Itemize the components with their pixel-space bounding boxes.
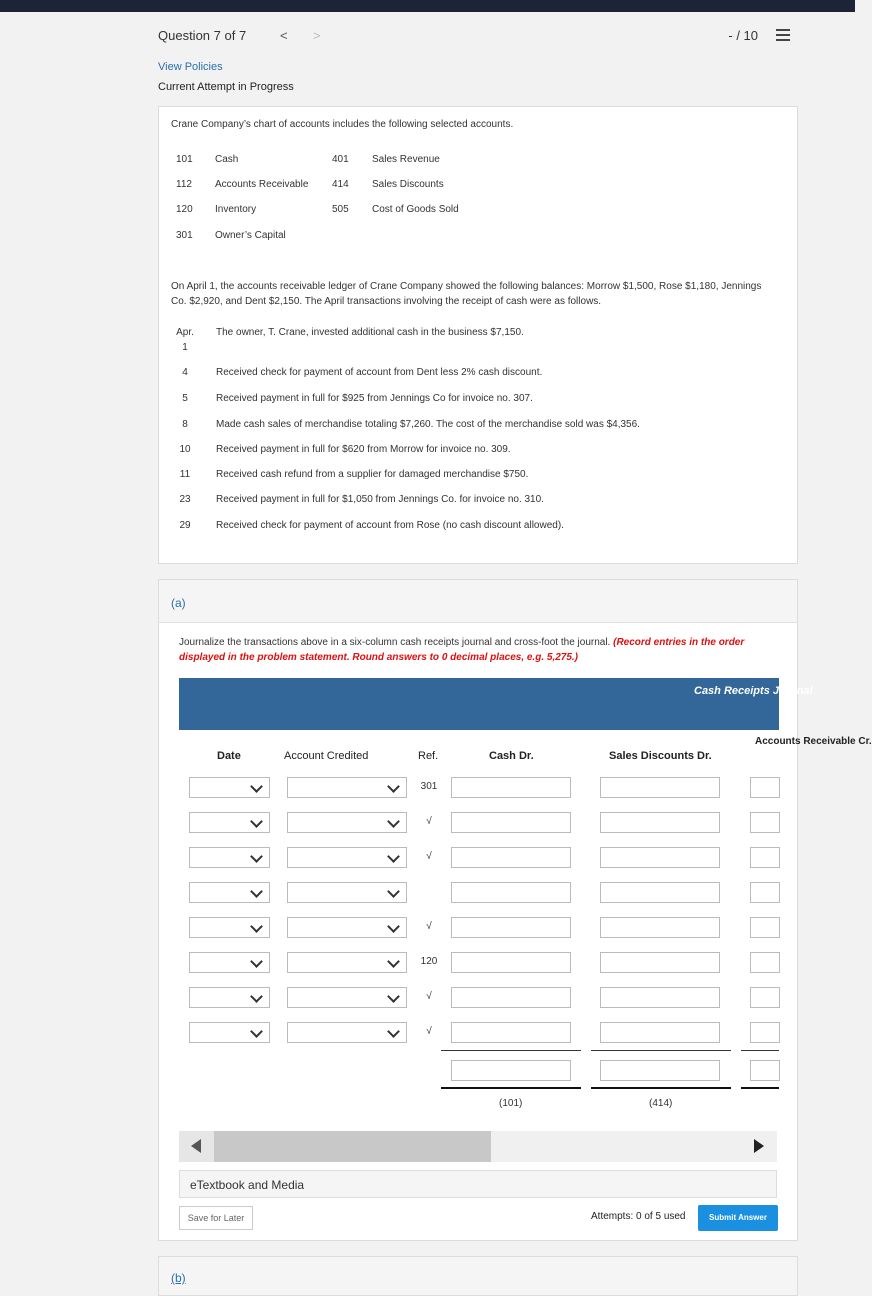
horizontal-scrollbar[interactable]	[179, 1131, 777, 1162]
date-select[interactable]	[189, 952, 270, 973]
transaction-description: Received check for payment of account from Rose (no cash discount allowed).	[216, 520, 564, 531]
question-header	[158, 28, 798, 48]
total-rule	[591, 1050, 731, 1051]
column-header-accounts-receivable: Accounts Receivable Cr.	[755, 736, 872, 747]
sales-discounts-total-input[interactable]	[600, 1060, 720, 1081]
accounts-receivable-input[interactable]	[750, 1022, 780, 1043]
account-name: Owner’s Capital	[215, 230, 286, 241]
next-question-arrow[interactable]: >	[313, 28, 321, 43]
ledger-paragraph-line: On April 1, the accounts receivable ledger of Crane Company showed the following balances: Morrow $1,500, Rose $1,180, Jennings	[171, 281, 762, 292]
problem-intro: Crane Company’s chart of accounts includes the following selected accounts.	[171, 119, 514, 130]
discounts-account-number: (414)	[649, 1098, 673, 1109]
submit-answer-button[interactable]: Submit Answer	[698, 1205, 778, 1231]
cash-input[interactable]	[451, 987, 571, 1008]
date-select[interactable]	[189, 987, 270, 1008]
transaction-description: The owner, T. Crane, invested additional cash in the business $7,150.	[216, 327, 524, 338]
date-select[interactable]	[189, 812, 270, 833]
account-name: Inventory	[215, 204, 257, 215]
question-list-icon[interactable]	[776, 29, 790, 42]
sales-discounts-input[interactable]	[600, 812, 720, 833]
ledger-paragraph	[171, 279, 791, 309]
ref-value: 301	[420, 781, 438, 792]
chevron-down-icon	[387, 815, 400, 828]
transaction-description: Received payment in full for $925 from Jennings Co for invoice no. 307.	[216, 393, 533, 404]
journal-title: Cash Receipts Journal	[694, 685, 813, 697]
attempt-status: Current Attempt in Progress	[158, 81, 294, 93]
chevron-down-icon	[387, 955, 400, 968]
double-rule	[441, 1087, 581, 1089]
column-header-sales-discounts: Sales Discounts Dr.	[609, 750, 712, 762]
cash-input[interactable]	[451, 812, 571, 833]
ref-value: √	[426, 921, 432, 932]
date-select[interactable]	[189, 882, 270, 903]
account-number: 401	[332, 154, 349, 165]
date-select[interactable]	[189, 847, 270, 868]
transaction-date: 23	[179, 494, 191, 505]
column-header-account-credited: Account Credited	[284, 750, 369, 762]
accounts-receivable-input[interactable]	[750, 917, 780, 938]
attempts-counter: Attempts: 0 of 5 used	[591, 1211, 686, 1222]
cash-input[interactable]	[451, 917, 571, 938]
accounts-receivable-input[interactable]	[750, 847, 780, 868]
account-name: Sales Revenue	[372, 154, 440, 165]
transaction-description: Received cash refund from a supplier for damaged merchandise $750.	[216, 469, 529, 480]
instruction-text: Journalize the transactions above in a six-column cash receipts journal and cross-foot the journal.	[179, 637, 611, 648]
sales-discounts-input[interactable]	[600, 1022, 720, 1043]
transaction-description: Made cash sales of merchandise totaling $7,260. The cost of the merchandise sold was $4,356.	[216, 419, 640, 430]
ref-value: √	[426, 816, 432, 827]
account-name: Accounts Receivable	[215, 179, 309, 190]
cash-input[interactable]	[451, 882, 571, 903]
sales-discounts-input[interactable]	[600, 847, 720, 868]
date-select[interactable]	[189, 917, 270, 938]
cash-total-input[interactable]	[451, 1060, 571, 1081]
transaction-date: 29	[179, 520, 191, 531]
cash-input[interactable]	[451, 777, 571, 798]
chevron-down-icon	[387, 920, 400, 933]
chevron-down-icon	[387, 990, 400, 1003]
account-select[interactable]	[287, 1022, 407, 1043]
total-rule	[741, 1050, 779, 1051]
account-select[interactable]	[287, 847, 407, 868]
sales-discounts-input[interactable]	[600, 917, 720, 938]
chevron-down-icon	[250, 885, 263, 898]
scroll-right-arrow-icon[interactable]	[742, 1131, 777, 1162]
transaction-date: Apr.	[176, 327, 194, 338]
sales-discounts-input[interactable]	[600, 987, 720, 1008]
journal-header-band	[179, 678, 813, 730]
transaction-date: 10	[179, 444, 191, 455]
part-b-label[interactable]: (b)	[171, 1271, 186, 1285]
date-select[interactable]	[189, 777, 270, 798]
transaction-description: Received check for payment of account from Dent less 2% cash discount.	[216, 367, 543, 378]
cash-input[interactable]	[451, 952, 571, 973]
chevron-down-icon	[250, 815, 263, 828]
chevron-down-icon	[387, 885, 400, 898]
cash-input[interactable]	[451, 847, 571, 868]
scroll-left-arrow-icon[interactable]	[179, 1131, 214, 1162]
transaction-date: 8	[182, 419, 188, 430]
part-a-label: (a)	[171, 596, 186, 610]
chevron-down-icon	[250, 990, 263, 1003]
account-name: Cash	[215, 154, 239, 165]
save-for-later-button[interactable]: Save for Later	[179, 1206, 253, 1230]
chevron-down-icon	[387, 780, 400, 793]
accounts-receivable-total-input[interactable]	[750, 1060, 780, 1081]
account-number: 301	[176, 230, 193, 241]
view-policies-link[interactable]: View Policies	[158, 61, 223, 73]
top-bar	[0, 0, 855, 12]
chevron-down-icon	[250, 1025, 263, 1038]
chevron-down-icon	[387, 1025, 400, 1038]
chevron-down-icon	[250, 955, 263, 968]
account-name: Cost of Goods Sold	[372, 204, 459, 215]
part-a-header	[159, 580, 797, 623]
account-name: Sales Discounts	[372, 179, 444, 190]
account-select[interactable]	[287, 812, 407, 833]
ledger-paragraph-line: Co. $2,920, and Dent $2,150. The April transactions involving the receipt of cash were as follows.	[171, 296, 602, 307]
transaction-date: 5	[182, 393, 188, 404]
chevron-down-icon	[250, 780, 263, 793]
accounts-receivable-input[interactable]	[750, 987, 780, 1008]
accounts-receivable-input[interactable]	[750, 812, 780, 833]
part-a-panel	[158, 579, 872, 1241]
sales-discounts-input[interactable]	[600, 777, 720, 798]
transaction-date: 11	[179, 469, 191, 480]
sales-discounts-input[interactable]	[600, 952, 720, 973]
previous-question-arrow[interactable]: <	[280, 28, 288, 43]
account-select[interactable]	[287, 917, 407, 938]
accounts-receivable-input[interactable]	[750, 777, 780, 798]
column-header-ref: Ref.	[418, 750, 439, 762]
instruction-note: displayed in the problem statement. Round answers to 0 decimal places, e.g. 5,275.)	[179, 652, 579, 663]
part-b-panel	[158, 1256, 798, 1296]
transaction-date: 4	[182, 367, 188, 378]
double-rule	[591, 1087, 731, 1089]
score-display: - / 10	[728, 28, 758, 43]
chevron-down-icon	[250, 850, 263, 863]
cash-input[interactable]	[451, 1022, 571, 1043]
etextbook-media-bar[interactable]: eTextbook and Media	[179, 1170, 777, 1198]
account-select[interactable]	[287, 777, 407, 798]
ref-value: √	[426, 1026, 432, 1037]
sales-discounts-input[interactable]	[600, 882, 720, 903]
account-number: 120	[176, 204, 193, 215]
ref-value: 120	[420, 956, 438, 967]
question-label: Question 7 of 7	[158, 28, 247, 43]
accounts-receivable-input[interactable]	[750, 952, 780, 973]
account-number: 101	[176, 154, 193, 165]
account-select[interactable]	[287, 952, 407, 973]
transaction-description: Received payment in full for $1,050 from Jennings Co. for invoice no. 310.	[216, 494, 544, 505]
problem-statement	[158, 106, 798, 564]
chevron-down-icon	[387, 850, 400, 863]
total-rule	[441, 1050, 581, 1051]
scrollbar-thumb[interactable]	[214, 1131, 491, 1162]
ref-value: √	[426, 991, 432, 1002]
account-number: 112	[176, 179, 192, 190]
ref-value: √	[426, 851, 432, 862]
account-number: 414	[332, 179, 349, 190]
accounts-receivable-input[interactable]	[750, 882, 780, 903]
account-select[interactable]	[287, 987, 407, 1008]
column-header-date: Date	[217, 750, 241, 762]
transaction-date: 1	[182, 342, 188, 353]
cash-account-number: (101)	[499, 1098, 523, 1109]
chevron-down-icon	[250, 920, 263, 933]
account-number: 505	[332, 204, 349, 215]
column-header-cash: Cash Dr.	[489, 750, 534, 762]
date-select[interactable]	[189, 1022, 270, 1043]
instruction-note: (Record entries in the order	[613, 637, 745, 648]
account-select[interactable]	[287, 882, 407, 903]
double-rule	[741, 1087, 779, 1089]
journal-instructions	[179, 635, 779, 665]
transaction-description: Received payment in full for $620 from Morrow for invoice no. 309.	[216, 444, 511, 455]
